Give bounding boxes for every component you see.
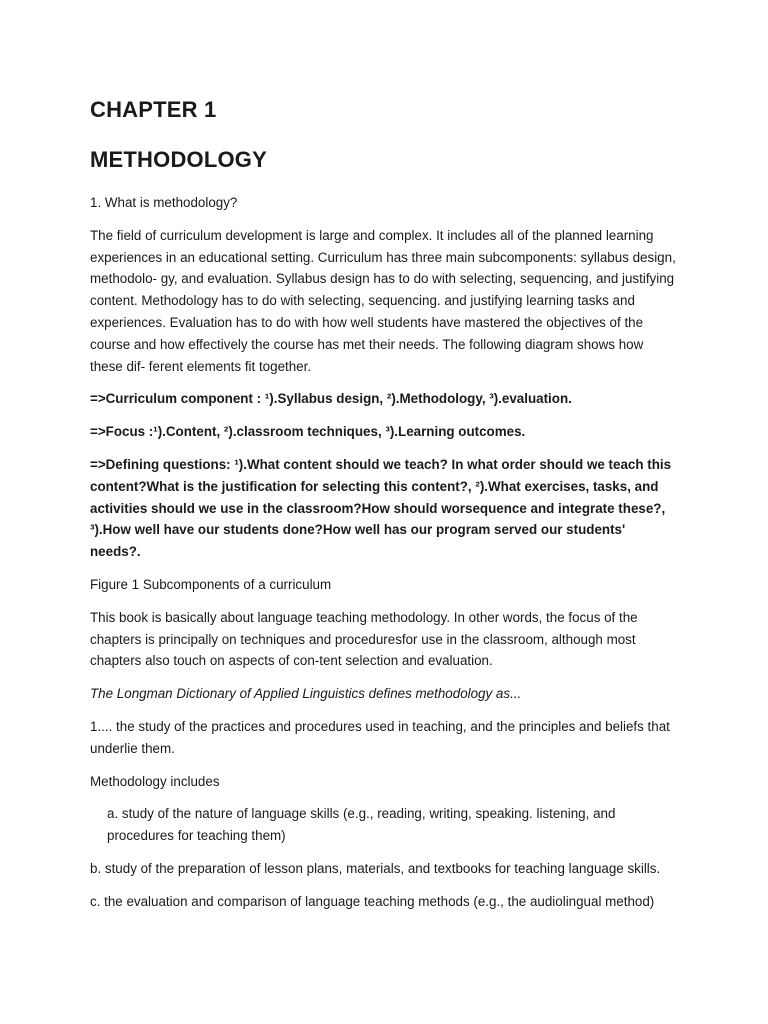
book-about-paragraph: This book is basically about language teaching methodology. In other words, the focus of the chapters is principally on techniques and proceduresfor use in the classroom, although most chapters also touch on aspects of con-tent selection and evaluation.: [90, 609, 638, 669]
includes-line: Methodology includes: [90, 773, 220, 789]
defining-questions-paragraph: =>Defining questions: ¹).What content should we teach? In what order should we teach this content?What is the justification for selecting this content?, ²).What exercises, tasks, and activities should we use in the classroom?How should worsequence and integrate these?, ³).How well have our students done?How well has our program served our students' needs?.: [90, 456, 672, 560]
list-item-a: [90, 803, 678, 847]
chapter-heading: CHAPTER 1: [90, 97, 217, 122]
question-paragraph: 1. What is methodology?: [90, 195, 238, 210]
list-item-c: c. the evaluation and comparison of language teaching methods (e.g., the audiolingual method): [90, 893, 655, 909]
focus-line: =>Focus :¹).Content, ²).classroom techniques, ³).Learning outcomes.: [90, 424, 526, 440]
longman-definition-intro: The Longman Dictionary of Applied Linguistics defines methodology as...: [90, 686, 522, 702]
list-item-a-text: a. study of the nature of language skills (e.g., reading, writing, speaking. listening, and procedures for teaching them): [107, 806, 616, 844]
figure-caption: Figure 1 Subcomponents of a curriculum: [90, 576, 332, 592]
curriculum-component-line: =>Curriculum component : ¹).Syllabus design, ²).Methodology, ³).evaluation.: [90, 391, 572, 407]
page-title: METHODOLOGY: [90, 147, 267, 172]
intro-paragraph: The field of curriculum development is large and complex. It includes all of the planned learning experiences in an educational setting. Curriculum has three main subcomponents: syllabus design, methodolo- gy, and evaluation. Syllabus design has to do with selecting, sequencing, and justifying content. Methodology has to do with selecting, sequencing. and justifying learning tasks and experiences. Evaluation has to do with how well students have mastered the objectives of the course and how effectively the course has met their needs. The following diagram shows how these dif- ferent elements fit together.: [90, 227, 676, 374]
definition-paragraph: 1.... the study of the practices and procedures used in teaching, and the principles and beliefs that underlie them.: [90, 718, 670, 756]
list-item-b: b. study of the preparation of lesson plans, materials, and textbooks for teaching language skills.: [90, 860, 661, 876]
